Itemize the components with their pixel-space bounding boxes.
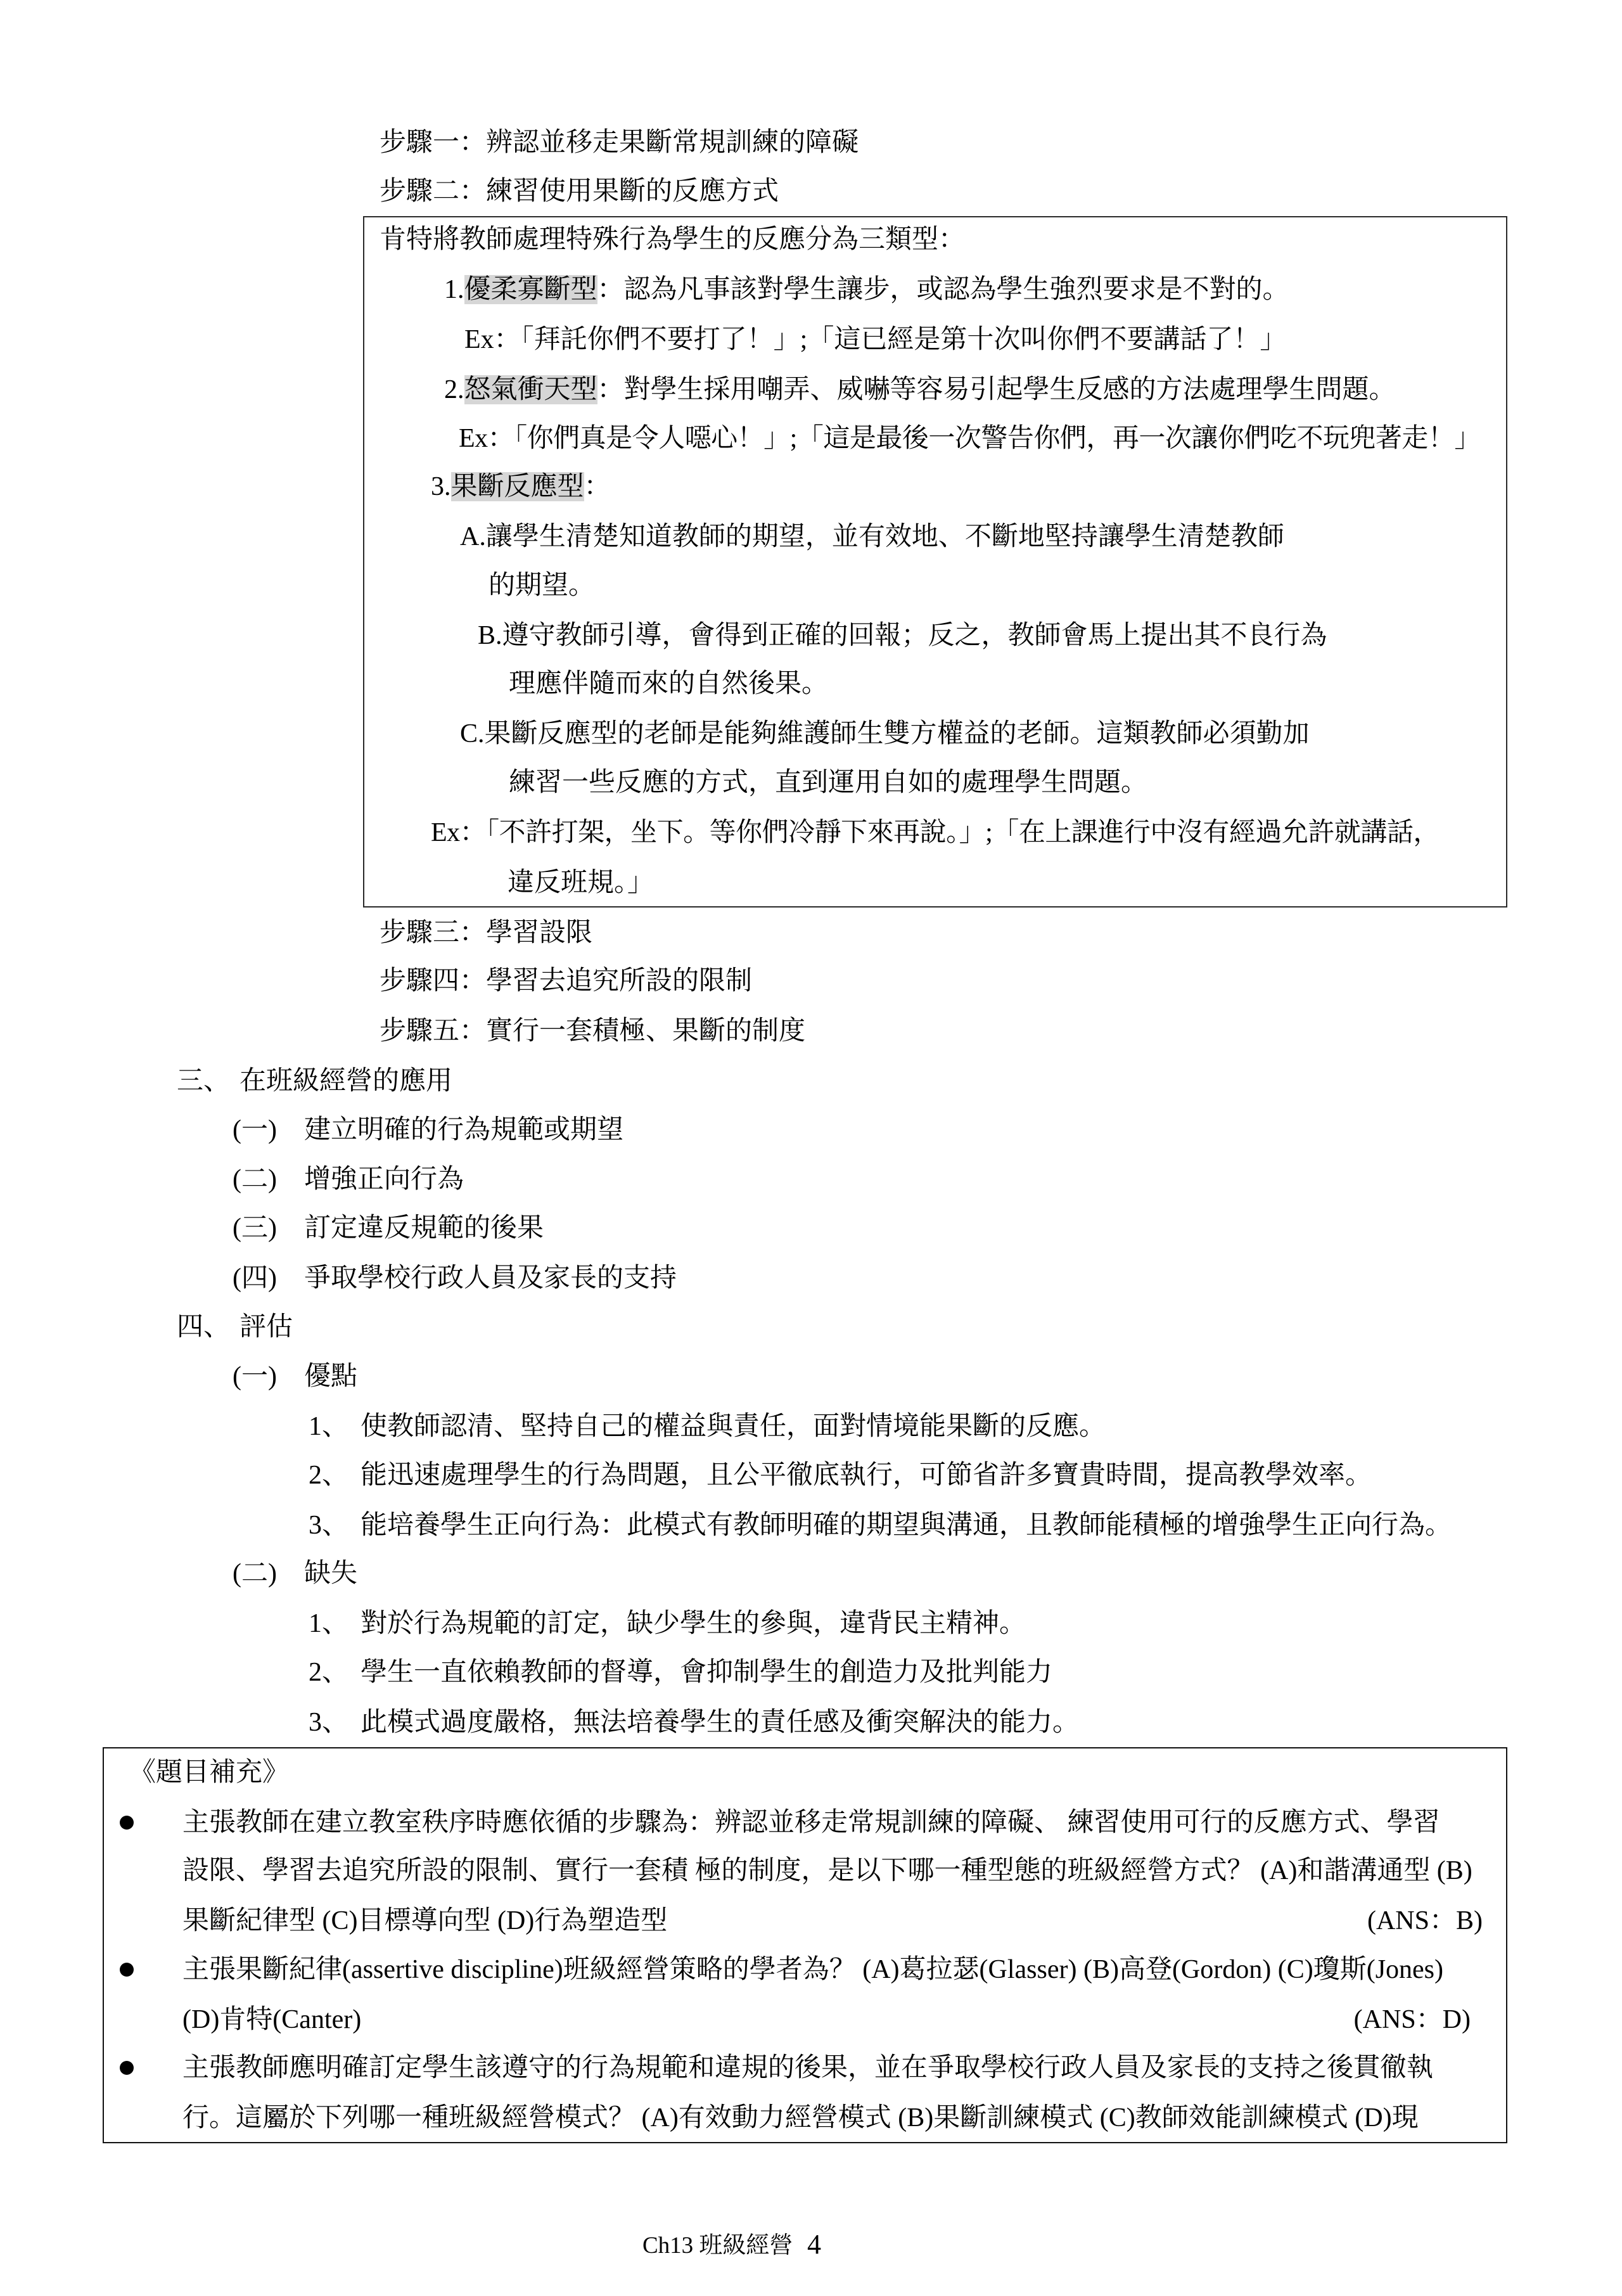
section-application-number: 三、 [177, 1067, 231, 1096]
type-3-point-a-cont: 的期望。 [489, 571, 596, 600]
type-3-number: 3. [431, 472, 451, 501]
advantages-number: (一) [233, 1362, 277, 1391]
step-4: 步驟四：學習去追究所設的限制 [380, 966, 753, 996]
question-1-line-1: 主張教師在建立教室秩序時應依循的步驟為：辨認並移走常規訓練的障礙、 練習使用可行的反應方式、學習 [182, 1808, 1440, 1837]
application-item-4-number: (四) [233, 1264, 277, 1293]
advantage-1-text: 使教師認清、堅持自己的權益與責任，面對情境能果斷的反應。 [361, 1412, 1106, 1441]
application-item-1-text: 建立明確的行為規範或期望 [304, 1115, 624, 1145]
type-3-description: ： [584, 472, 611, 501]
application-item-1-number: (一) [233, 1115, 277, 1145]
type-2-example: Ex：「你們真是令人噁心！」;「這是最後一次警告你們，再一次讓你們吃不玩兜著走！」 [459, 424, 1481, 453]
type-3-name: 果斷反應型 [450, 472, 584, 501]
type-1-line [444, 273, 1289, 306]
advantage-1-number: 1、 [309, 1412, 349, 1441]
section-evaluation-number: 四、 [177, 1312, 231, 1342]
question-3-line-2: 行。這屬於下列哪一種班級經營模式？ (A)有效動力經營模式 (B)果斷訓練模式 (C)教師效能訓練模式 (D)現 [182, 2103, 1419, 2132]
type-1-example: Ex：「拜託你們不要打了！」;「這已經是第十次叫你們不要講話了！」 [464, 325, 1287, 354]
advantage-2-number: 2、 [309, 1461, 349, 1490]
bullet-icon [120, 1816, 134, 1830]
advantage-3-text: 能培養學生正向行為：此模式有教師明確的期望與溝通，且教師能積極的增強學生正向行為。 [361, 1511, 1452, 1540]
application-item-3-text: 訂定違反規範的後果 [304, 1214, 544, 1243]
advantage-2-text: 能迅速處理學生的行為問題，且公平徹底執行，可節省許多寶貴時間，提高教學效率。 [361, 1461, 1372, 1490]
type-3-point-b: B.遵守教師引導，會得到正確的回報；反之，教師會馬上提出其不良行為 [478, 621, 1327, 650]
advantage-3-number: 3、 [309, 1511, 349, 1540]
question-2-line-1: 主張果斷紀律(assertive discipline)班級經營策略的學者為？ (A)葛拉瑟(Glasser) (B)高登(Gordon) (C)瓊斯(Jones) [182, 1955, 1444, 1984]
step-5: 步驟五：實行一套積極、果斷的制度 [380, 1017, 806, 1046]
supplement-title: 《題目補充》 [129, 1758, 290, 1787]
type-2-number: 2. [444, 375, 464, 404]
type-1-name: 優柔寡斷型 [464, 275, 597, 304]
type-3-example-cont: 違反班規。」 [508, 868, 655, 897]
advantages-title: 優點 [304, 1362, 358, 1391]
footer-page-number: 4 [807, 2229, 821, 2260]
question-3-line-1: 主張教師應明確訂定學生該遵守的行為規範和違規的後果，並在爭取學校行政人員及家長的支持之後貫徹執 [182, 2053, 1434, 2082]
type-2-name: 怒氣衝天型 [464, 375, 597, 404]
application-item-4-text: 爭取學校行政人員及家長的支持 [304, 1264, 677, 1293]
application-item-2-number: (二) [233, 1165, 277, 1194]
section-evaluation-title: 評估 [239, 1312, 293, 1342]
application-item-3-number: (三) [233, 1214, 277, 1243]
type-3-point-a: A.讓學生清楚知道教師的期望，並有效地、不斷地堅持讓學生清楚教師 [460, 522, 1284, 551]
type-2-line [444, 373, 1396, 406]
question-1-answer: (ANS：B) [1367, 1906, 1483, 1935]
section-application-title: 在班級經營的應用 [239, 1067, 453, 1096]
type-3-point-c-cont: 練習一些反應的方式，直到運用自如的處理學生問題。 [509, 768, 1148, 797]
question-2-answer: (ANS：D) [1353, 2005, 1471, 2034]
disadvantage-3-number: 3、 [309, 1708, 349, 1737]
application-item-2-text: 增強正向行為 [304, 1165, 464, 1194]
disadvantage-3-text: 此模式過度嚴格，無法培養學生的責任感及衝突解決的能力。 [361, 1708, 1080, 1737]
footer-chapter: Ch13 班級經營 [642, 2233, 793, 2259]
disadvantage-1-text: 對於行為規範的訂定，缺少學生的參與，違背民主精神。 [361, 1609, 1026, 1638]
step-3: 步驟三：學習設限 [380, 918, 593, 947]
type-3-example: Ex：「不許打架，坐下。等你們冷靜下來再說。」;「在上課進行中沒有經過允許就講話， [431, 818, 1440, 847]
disadvantage-1-number: 1、 [309, 1609, 349, 1638]
step-2: 步驟二：練習使用果斷的反應方式 [380, 177, 779, 206]
step-1: 步驟一：辨認並移走果斷常規訓練的障礙 [380, 128, 859, 157]
type-3-point-b-cont: 理應伴隨而來的自然後果。 [509, 669, 829, 698]
question-2-line-2: (D)肯特(Canter) [182, 2005, 362, 2034]
response-types-intro: 肯特將教師處理特殊行為學生的反應分為三類型： [380, 225, 966, 254]
disadvantages-title: 缺失 [304, 1559, 358, 1588]
type-3-line [431, 470, 611, 503]
bullet-icon [120, 1963, 134, 1977]
question-1-line-2: 設限、學習去追究所設的限制、實行一套積 極的制度，是以下哪一種型態的班級經營方式？ (A)和諧溝通型 (B) [182, 1856, 1472, 1885]
type-1-number: 1. [444, 275, 464, 304]
bullet-icon [120, 2061, 134, 2075]
disadvantage-2-text: 學生一直依賴教師的督導，會抑制學生的創造力及批判能力 [361, 1658, 1053, 1687]
supplement-box [103, 1747, 1507, 2143]
response-types-box [363, 216, 1507, 907]
type-3-point-c: C.果斷反應型的老師是能夠維護師生雙方權益的老師。這類教師必須勤加 [460, 719, 1310, 748]
type-2-description: ：對學生採用嘲弄、威嚇等容易引起學生反感的方法處理學生問題。 [597, 375, 1396, 404]
disadvantages-number: (二) [233, 1559, 277, 1588]
disadvantage-2-number: 2、 [309, 1658, 349, 1687]
type-1-description: ：認為凡事該對學生讓步，或認為學生強烈要求是不對的。 [597, 275, 1289, 304]
question-1-line-3: 果斷紀律型 (C)目標導向型 (D)行為塑造型 [182, 1906, 668, 1935]
